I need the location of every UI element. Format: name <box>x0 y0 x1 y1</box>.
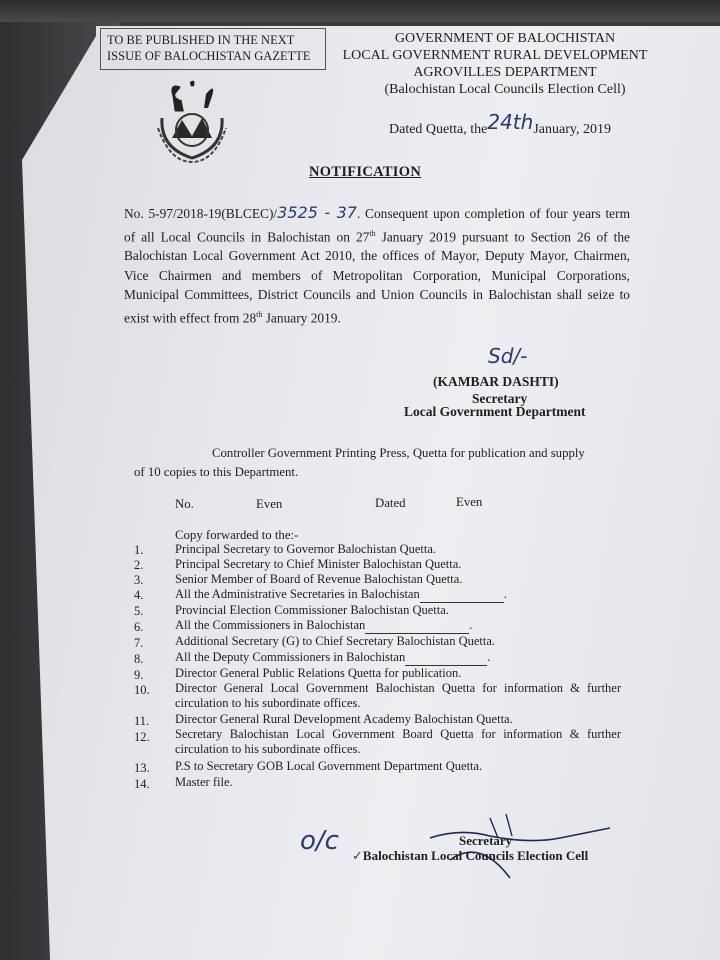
signature-handwritten: Sd/- <box>488 344 528 368</box>
stamp-line-2: ISSUE OF BALOCHISTAN GAZETTE <box>107 49 311 63</box>
copy-list-number: 9. <box>134 668 144 682</box>
copy-list-number: 14. <box>134 777 150 791</box>
ref-dated: Dated <box>375 496 406 510</box>
copy-forwarded-intro: Copy forwarded to the:- <box>175 528 299 542</box>
copy-list-item: Principal Secretary to Governor Balochistan Quetta. <box>175 542 437 556</box>
copy-list-number: 10. <box>134 683 150 697</box>
ref-even-1: Even <box>256 497 283 511</box>
ref-no: No. <box>175 497 194 511</box>
copy-list-number: 7. <box>134 636 144 650</box>
copy-list-item-text: All the Administrative Secretaries in Balochistan <box>175 587 420 601</box>
header-line-3: AGROVILLES DEPARTMENT <box>413 65 597 80</box>
copy-list-item: Principal Secretary to Chief Minister Balochistan Quetta. <box>175 557 462 571</box>
notification-ref-handwritten: 3525 - 37 <box>277 203 357 222</box>
copy-list-item: Director General Local Government Balochistan Quetta for information & further circulation to his subordinate offices. <box>175 681 621 710</box>
copy-list-item: Director General Rural Development Academy Balochistan Quetta. <box>175 712 513 726</box>
blank-line <box>365 618 469 634</box>
initials-handwritten: o/c <box>300 826 339 856</box>
date-prefix: Dated Quetta, the <box>389 122 488 137</box>
signatory-department: Local Government Department <box>404 404 586 419</box>
copy-list-number: 8. <box>134 652 144 666</box>
notification-sup-2: th <box>256 309 263 319</box>
stamp-line-1: TO BE PUBLISHED IN THE NEXT <box>107 33 295 47</box>
blank-line <box>420 587 504 603</box>
copy-list-item: Provincial Election Commissioner Balochistan Quetta. <box>175 603 449 617</box>
copy-list-item: Master file. <box>175 775 233 789</box>
header-line-2: LOCAL GOVERNMENT RURAL DEVELOPMENT <box>342 48 648 63</box>
copy-list-item: All the Administrative Secretaries in Balochistan . <box>175 587 507 601</box>
date-day-handwritten: 24th <box>487 110 534 134</box>
notification-body <box>124 203 630 328</box>
signatory-name: (KAMBAR DASHTI) <box>433 374 559 389</box>
blank-line <box>405 650 487 666</box>
footer-cell-name: Balochistan Local Councils Election Cell <box>362 848 589 863</box>
distribution-line-1: Controller Government Printing Press, Quetta for publication and supply <box>212 446 585 460</box>
signatory-designation: Secretary <box>472 391 528 406</box>
tick-mark-icon: ✓ <box>352 849 363 864</box>
copy-list-number: 4. <box>134 588 144 602</box>
copy-list-number: 1. <box>134 543 144 557</box>
copy-list-number: 6. <box>134 620 144 634</box>
header-line-1: GOVERNMENT OF BALOCHISTAN <box>394 31 616 46</box>
government-emblem-icon <box>150 78 234 164</box>
copy-list-item-text: All the Commissioners in Balochistan <box>175 618 366 632</box>
notification-text-1: . Consequent upon completion of four years term of all Local Councils in Balochistan on 27 <box>124 206 631 244</box>
distribution-line-2: of 10 copies to this Department. <box>134 465 299 479</box>
notification-title: NOTIFICATION <box>309 164 422 180</box>
copy-list-item: All the Deputy Commissioners in Balochistan . <box>175 650 491 664</box>
copy-list-item: All the Commissioners in Balochistan . <box>175 618 473 632</box>
ref-even-2: Even <box>456 495 483 509</box>
gazette-stamp <box>100 28 326 70</box>
date-line <box>389 110 611 138</box>
copy-list-item: Director General Public Relations Quetta for publication. <box>175 666 462 680</box>
copy-list-number: 5. <box>134 604 144 618</box>
background-top <box>0 0 720 22</box>
copy-list-number: 3. <box>134 573 144 587</box>
notification-ref: No. 5-97/2018-19(BLCEC)/ <box>124 206 278 221</box>
copy-list-number: 11. <box>134 714 150 728</box>
copy-list-item: Senior Member of Board of Revenue Balochistan Quetta. <box>175 572 463 586</box>
notification-sup-1: th <box>369 228 376 238</box>
copy-list-item: Additional Secretary (G) to Chief Secretary Balochistan Quetta. <box>175 634 496 648</box>
header-line-4: (Balochistan Local Councils Election Cell) <box>384 82 626 97</box>
date-suffix: January, 2019 <box>533 122 611 137</box>
copy-list-number: 12. <box>134 730 150 744</box>
footer-designation: Secretary <box>459 833 513 848</box>
notification-text-2: January 2019 pursuant to Section 26 of the Balochistan Local Government Act 2010, the offices of Mayor, Deputy Mayor, Chairmen, Vice Chairmen and members of Metropolitan Corporation, Municipal Corporations, Municipal Committees, District Councils and Union Councils in Balochistan shall seize to exist with effect from 28 <box>124 228 630 326</box>
copy-list-item: Secretary Balochistan Local Government Board Quetta for information & further circulation to his subordinate offices. <box>175 727 621 756</box>
notification-text-3: January 2019. <box>262 310 341 326</box>
copy-list-number: 2. <box>134 558 144 572</box>
copy-list-item: P.S to Secretary GOB Local Government Department Quetta. <box>175 759 483 773</box>
copy-list-item-text: All the Deputy Commissioners in Balochistan <box>175 650 406 664</box>
footer-cell <box>352 848 588 864</box>
copy-list-number: 13. <box>134 761 150 775</box>
